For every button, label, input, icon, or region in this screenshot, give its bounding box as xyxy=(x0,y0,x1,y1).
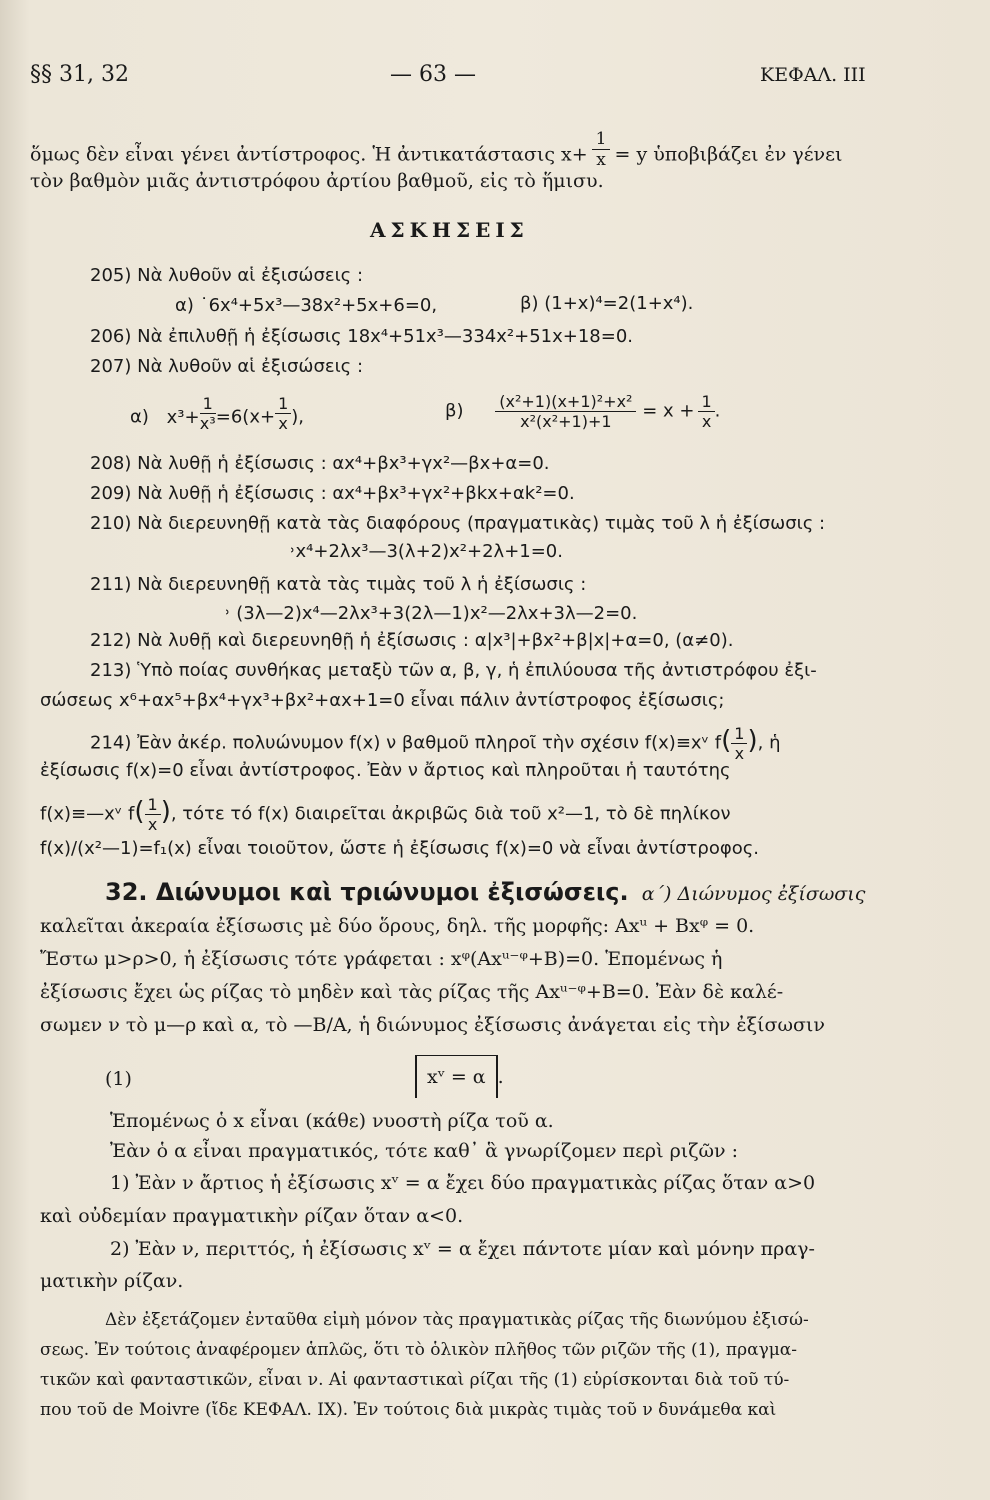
note-line-2: σεως. Ἐν τούτοις ἀναφέρομεν ἁπλῶς, ὅτι τὸ ὁλικὸν πλῆθος τῶν ριζῶν τῆς (1), πραγμα- xyxy=(40,1340,798,1360)
paren-open: ( xyxy=(134,796,145,827)
exercise-213-line-2: σώσεως x⁶+αx⁵+βx⁴+γx³+βx²+αx+1=0 εἶναι πάλιν ἀντίστροφος ἐξίσωσις; xyxy=(40,690,725,711)
fraction-denominator: x xyxy=(147,815,158,834)
fraction-numerator: 1 xyxy=(275,394,291,414)
note-line-4: που τοῦ de Moivre (ἴδε ΚΕΦΑΛ. IX). Ἐν τούτοις διὰ μικρὰς τιμὰς τοῦ ν δυνάμεθα καὶ xyxy=(40,1400,777,1420)
fraction-numerator: 1 xyxy=(145,795,161,815)
expr-part: ), xyxy=(291,406,304,428)
fraction-numerator: (x²+1)(x+1)²+x² xyxy=(495,392,636,412)
intro-fraction xyxy=(592,129,611,170)
expr-part: = x + xyxy=(642,400,695,422)
fraction xyxy=(200,394,216,433)
fraction-numerator: 1 xyxy=(592,129,611,150)
exercise-213-line-1: 213) Ὑπὸ ποίας συνθήκας μεταξὺ τῶν α, β, γ, ἡ ἐπιλύουσα τῆς ἀντιστρόφου ἐξι- xyxy=(90,660,817,681)
fraction-numerator: 1 xyxy=(731,724,747,744)
equation-end: . xyxy=(497,1066,504,1088)
intro-text-a: ὅμως δὲν εἶναι γένει ἀντίστροφος. Ἡ ἀντικατάστασις x+ xyxy=(30,143,588,166)
exercise-211-eq: ˒ (3λ—2)x⁴—2λx³+3(2λ—1)x²—2λx+3λ—2=0. xyxy=(225,603,638,624)
fraction xyxy=(275,394,291,433)
paragraph-3-line-2: καὶ οὐδεμίαν πραγματικὴν ρίζαν ὅταν α<0. xyxy=(40,1205,464,1227)
expr-part: . xyxy=(714,400,721,422)
paragraph-4-line-2: ματικὴν ρίζαν. xyxy=(40,1270,184,1292)
equation: xᵛ = α xyxy=(415,1055,498,1098)
fraction-numerator: 1 xyxy=(698,392,714,412)
exercise-205-a: α) ˙6x⁴+5x³—38x²+5x+6=0, xyxy=(175,295,438,316)
label-a: α) xyxy=(130,406,149,428)
section-title: 32. Διώνυμοι καὶ τριώνυμοι ἐξισώσεις. xyxy=(105,878,629,906)
exercise-214-line-3 xyxy=(40,795,731,834)
expr-part: x³+ xyxy=(166,406,200,428)
section-subtitle: α΄) Διώνυμος ἐξίσωσις xyxy=(641,883,866,905)
exercise-210-title: 210) Νὰ διερευνηθῇ κατὰ τὰς διαφόρους (πραγματικὰς) τιμὰς τοῦ λ ἡ ἐξίσωσις : xyxy=(90,513,826,534)
exercise-214-line-1 xyxy=(90,724,780,763)
chapter-ref: ΚΕΦΑΛ. III xyxy=(760,64,866,86)
paren-close: ) xyxy=(747,725,758,756)
expr-part: =6(x+ xyxy=(215,406,276,428)
fraction xyxy=(731,724,747,763)
section-32-heading-line xyxy=(105,878,865,906)
note-line-3: τικῶν καὶ φανταστικῶν, εἶναι ν. Αἱ φανταστικαὶ ρίζαι τῆς (1) εὑρίσκονται διὰ τοῦ τύ- xyxy=(40,1370,790,1390)
fraction xyxy=(145,795,161,834)
paragraph-2: Ἐὰν ὁ α εἶναι πραγματικός, τότε καθ᾿ ἃ γνωρίζομεν περὶ ριζῶν : xyxy=(110,1140,738,1162)
exercise-209: 209) Νὰ λυθῇ ἡ ἐξίσωσις : αx⁴+βx³+γx²+βkx+αk²=0. xyxy=(90,483,575,504)
exercise-205-b: β) (1+x)⁴=2(1+x⁴). xyxy=(520,293,694,314)
expr-part: , ἡ xyxy=(757,732,781,754)
exercise-206: 206) Νὰ ἐπιλυθῇ ἡ ἐξίσωσις 18x⁴+51x³—334x²+51x+18=0. xyxy=(90,326,634,347)
paren-close: ) xyxy=(160,796,171,827)
expr-part: 214) Ἐὰν ἀκέρ. πολυώνυμον f(x) ν βαθμοῦ πληροῖ τὴν σχέσιν f(x)≡xᵛ f xyxy=(90,732,722,754)
exercise-207-a xyxy=(130,394,304,437)
boxed-equation xyxy=(415,1055,504,1097)
exercise-210-eq: ˒x⁴+2λx³—3(λ+2)x²+2λ+1=0. xyxy=(290,541,563,562)
fraction-denominator: x xyxy=(278,414,288,433)
intro-line-2: τὸν βαθμὸν μιᾶς ἀντιστρόφου ἀρτίου βαθμοῦ, εἰς τὸ ἥμισυ. xyxy=(30,170,604,192)
expr-part: , τότε τό f(x) διαιρεῖται ἀκριβῶς διὰ τοῦ x²—1, τὸ δὲ πηλίκον xyxy=(170,803,731,825)
exercise-207-title: 207) Νὰ λυθοῦν αἱ ἐξισώσεις : xyxy=(90,356,364,377)
fraction-denominator: x³ xyxy=(199,414,216,433)
fraction-numerator: 1 xyxy=(200,394,216,414)
intro-text-b: = y ὑποβιβάζει ἐν γένει xyxy=(614,143,843,166)
page-number: — 63 — xyxy=(390,62,476,87)
fraction-denominator: x xyxy=(596,150,606,170)
section-32-line-5: σωμεν ν τὸ μ—ρ καὶ α, τὸ —B/A, ἡ διώνυμος ἐξίσωσις ἀνάγεται εἰς τὴν ἐξίσωσιν xyxy=(40,1014,825,1036)
fraction xyxy=(495,392,636,431)
equation-label: (1) xyxy=(105,1068,132,1090)
exercises-heading: ΑΣΚΗΣΕΙΣ xyxy=(370,218,529,242)
section-32-line-2: καλεῖται ἀκεραία ἐξίσωσις μὲ δύο ὅρους, δηλ. τῆς μορφῆς: Axᵘ + Bxᵠ = 0. xyxy=(40,915,755,937)
note-line-1: Δὲν ἐξετάζομεν ἐνταῦθα εἰμὴ μόνον τὰς πραγματικὰς ρίζας τῆς διωνύμου ἐξισώ- xyxy=(105,1310,809,1330)
paren-open: ( xyxy=(721,725,732,756)
section-32-line-3: Ἔστω μ>ρ>0, ἡ ἐξίσωσις τότε γράφεται : xᵠ(Axᵘ⁻ᵠ+B)=0. Ἑπομένως ἡ xyxy=(40,948,723,970)
paragraph-4-line-1: 2) Ἐὰν ν, περιττός, ἡ ἐξίσωσις xᵛ = α ἔχει πάντοτε μίαν καὶ μόνην πραγ- xyxy=(110,1238,815,1260)
fraction-denominator: x xyxy=(701,412,712,431)
paragraph-3-line-1: 1) Ἐὰν ν ἄρτιος ἡ ἐξίσωσις xᵛ = α ἔχει δύο πραγματικὰς ρίζας ὅταν α>0 xyxy=(110,1172,816,1194)
exercise-211-title: 211) Νὰ διερευνηθῇ κατὰ τὰς τιμὰς τοῦ λ ἡ ἐξίσωσις : xyxy=(90,574,587,595)
exercise-208: 208) Νὰ λυθῇ ἡ ἐξίσωσις : αx⁴+βx³+γx²—βx+α=0. xyxy=(90,453,550,474)
section-ref: §§ 31, 32 xyxy=(30,62,129,87)
label-b: β) xyxy=(445,400,464,422)
paragraph-1: Ἑπομένως ὁ x εἶναι (κάθε) νυοστὴ ρίζα τοῦ α. xyxy=(110,1110,554,1132)
exercise-207-b xyxy=(445,392,720,431)
exercise-212: 212) Νὰ λυθῇ καὶ διερευνηθῇ ἡ ἐξίσωσις : α|x³|+βx²+β|x|+α=0, (α≠0). xyxy=(90,630,734,651)
fraction-denominator: x²(x²+1)+1 xyxy=(520,412,612,431)
exercise-205-title: 205) Νὰ λυθοῦν αἱ ἐξισώσεις : xyxy=(90,265,364,286)
fraction-denominator: x xyxy=(734,744,745,763)
expr-part: f(x)≡—xᵛ f xyxy=(40,803,135,825)
exercise-214-line-4: f(x)/(x²—1)=f₁(x) εἶναι τοιοῦτον, ὥστε ἡ ἐξίσωσις f(x)=0 νὰ εἶναι ἀντίστροφος. xyxy=(40,838,759,859)
exercise-214-line-2: ἐξίσωσις f(x)=0 εἶναι ἀντίστροφος. Ἐὰν ν ἄρτιος καὶ πληροῦται ἡ ταυτότης xyxy=(40,760,731,781)
fraction xyxy=(698,392,714,431)
section-32-line-4: ἐξίσωσις ἔχει ὡς ρίζας τὸ μηδὲν καὶ τὰς ρίζας τῆς Axᵘ⁻ᵠ+B=0. Ἐὰν δὲ καλέ- xyxy=(40,981,784,1003)
